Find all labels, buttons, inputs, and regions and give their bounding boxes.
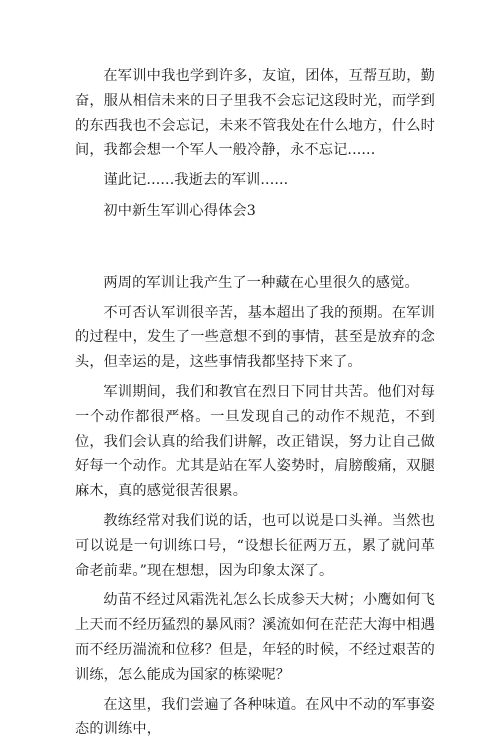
- paragraph: 军训期间，我们和教官在烈日下同甘共苦。他们对每一个动作都很严格。一旦发现自己的动作不规范，不到位，我们会认真的给我们讲解，改正错误，努力让自己做好每一个动作。尤其是站在军人姿势时，肩膀酸痛，双腿麻木，真的感觉很苦很累。: [75, 383, 435, 500]
- document-body: [75, 64, 435, 747]
- paragraph: 两周的军训让我产生了一种藏在心里很久的感觉。: [103, 274, 419, 291]
- paragraph: 在这里，我们尝遍了各种味道。在风中不动的军事姿态的训练中，: [75, 696, 435, 738]
- section-title: 初中新生军训心得体会3: [103, 202, 256, 219]
- paragraph: 谨此记......我逝去的军训......: [103, 172, 289, 189]
- paragraph: 不可否认军训很辛苦，基本超出了我的预期。在军训的过程中，发生了一些意想不到的事情，甚至是放弃的念头，但幸运的是，这些事情我都坚持下来了。: [75, 304, 435, 371]
- paragraph: 幼苗不经过风霜洗礼怎么长成参天大树；小鹰如何飞上天而不经历猛烈的暴风雨？溪流如何在茫茫大海中相遇而不经历湍流和位移？但是，年轻的时候，不经过艰苦的训练，怎么能成为国家的栋梁呢？: [75, 592, 435, 683]
- paragraph: 教练经常对我们说的话，也可以说是口头禅。当然也可以说是一句训练口号，“设想长征两万五，累了就问革命老前辈。”现在想想，因为印象太深了。: [75, 512, 435, 579]
- paragraph: 在军训中我也学到许多，友谊，团体，互帮互助，勤奋，服从相信未来的日子里我不会忘记这段时光，而学到的东西我也不会忘记，未来不管我处在什么地方，什么时间，我都会想一个军人一般冷静，永不忘记......: [75, 68, 435, 159]
